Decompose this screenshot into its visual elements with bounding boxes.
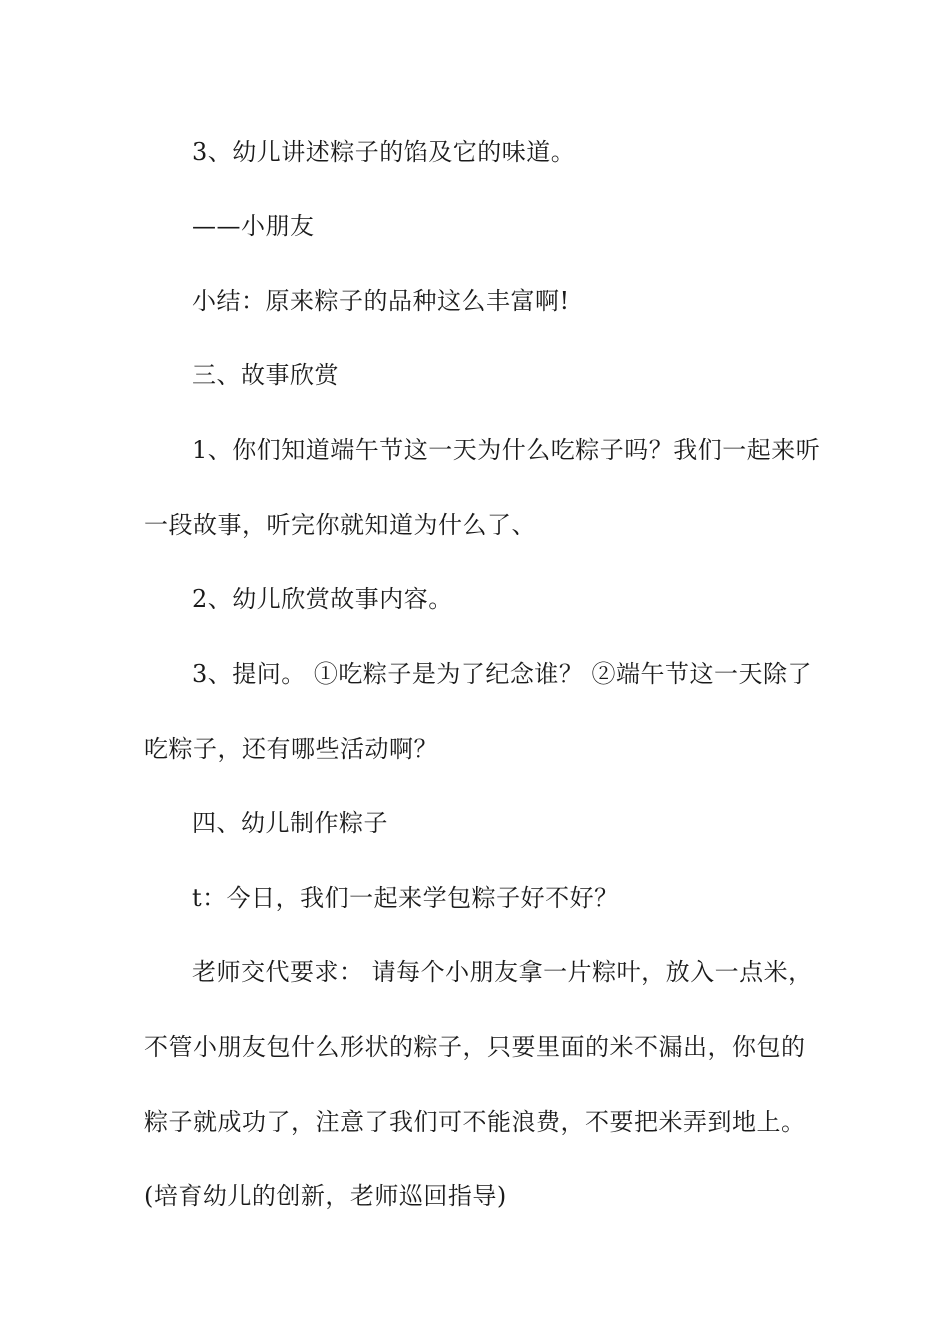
text-line: (培育幼儿的创新，老师巡回指导)	[144, 1182, 507, 1210]
text-line: 粽子就成功了，注意了我们可不能浪费，不要把米弄到地上。	[144, 1108, 806, 1136]
text-line: 小结：原来粽子的品种这么丰富啊!	[192, 287, 570, 315]
text-line: 3、幼儿讲述粽子的馅及它的味道。	[192, 138, 576, 166]
text-line: 1、你们知道端午节这一天为什么吃粽子吗？我们一起来听	[192, 436, 821, 464]
text-line: 3、提问。 ①吃粽子是为了纪念谁？ ②端午节这一天除了	[192, 660, 813, 688]
text-line: 吃粽子，还有哪些活动啊？	[144, 735, 438, 763]
text-line: t：今日，我们一起来学包粽子好不好？	[192, 884, 619, 912]
section-heading: 四、幼儿制作粽子	[192, 809, 388, 837]
section-heading: 三、故事欣赏	[192, 361, 339, 389]
text-line: 2、幼儿欣赏故事内容。	[192, 585, 453, 613]
text-line: ——小朋友	[192, 212, 315, 240]
text-line: 老师交代要求： 请每个小朋友拿一片粽叶，放入一点米，	[192, 958, 813, 986]
text-line: 不管小朋友包什么形状的粽子，只要里面的米不漏出，你包的	[144, 1033, 806, 1061]
text-line: 一段故事，听完你就知道为什么了、	[144, 511, 536, 539]
